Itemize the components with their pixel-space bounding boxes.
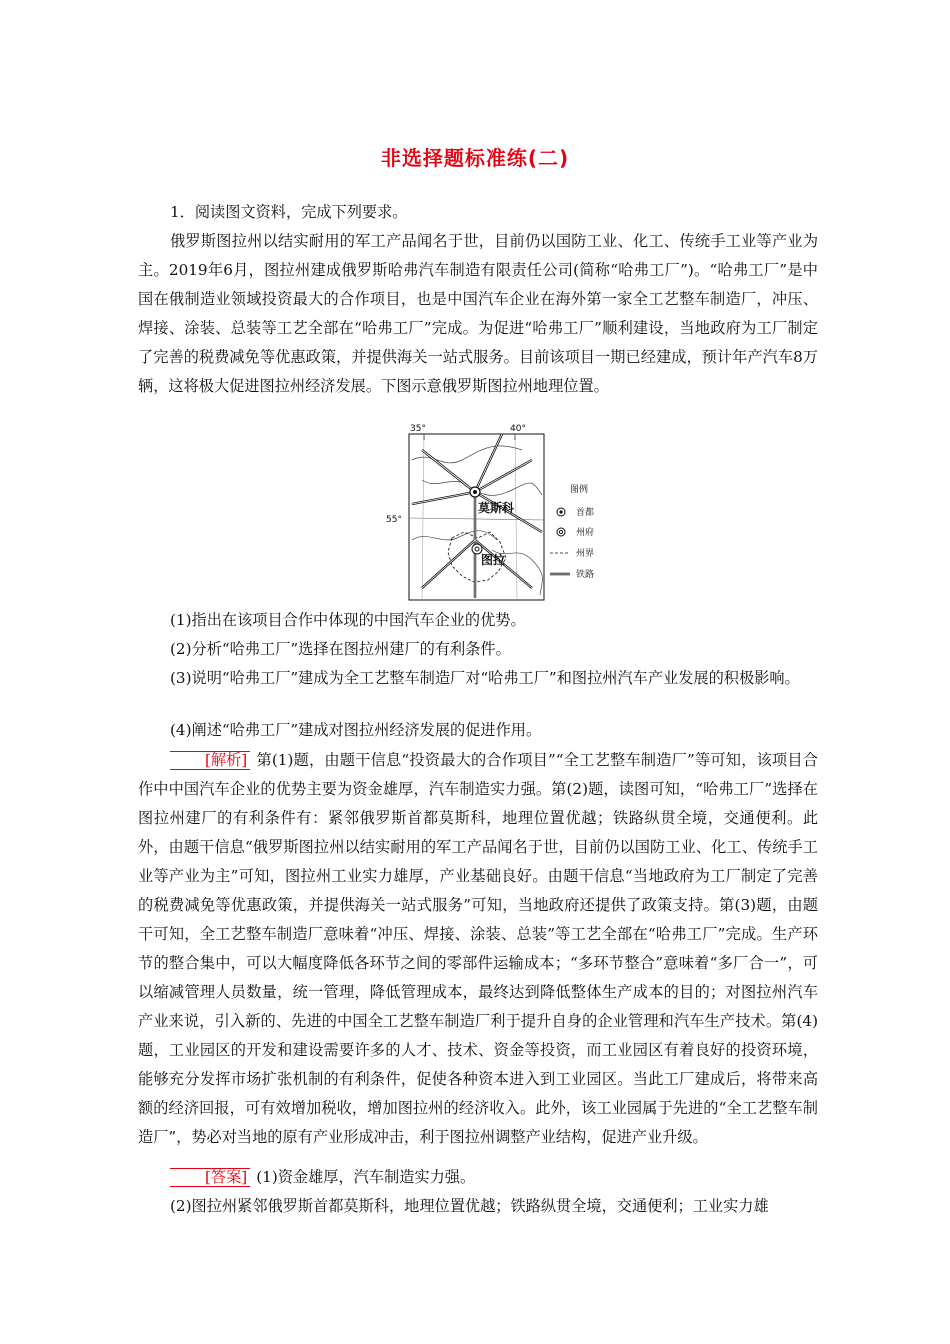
analysis-text: 第(1)题，由题干信息“投资最大的合作项目”“全工艺整车制造厂”等可知，该项目合作中中国汽车企业的优势主要为资金雄厚，汽车制造实力强。第(2)题，读图可知，“哈弗工厂”选择在图拉州建厂的有利条件有：紧邻俄罗斯首都莫斯科，地理位置优越；铁路纵贯全境，交通便利。此外，由题干信息“俄罗斯图拉州以结实耐用的军工产品闻名于世，目前仍以国防工业、化工、传统手工业等产业为主”可知，图拉州工业实力雄厚，产业基础良好。由题干信息“当地政府为工厂制定了完善的税费减免等优惠政策，并提供海关一站式服务”可知，当地政府还提供了政策支持。第(3)题，由题干可知，全工艺整车制造厂意味着“冲压、焊接、涂装、总装”等工艺全部在“哈弗工厂”完成。生产环节的整合集中，可以大幅度降低各环节之间的零部件运输成本；“多环节整合”意味着“多厂合一”，可以缩减管理人员数量，统一管理，降低管理成本，最终达到降低整体生产成本的目的；对图拉州汽车产业来说，引入新的、先进的中国全工艺整车制造厂利于提升自身的企业管理和汽车生产技术。第(4)题，工业园区的开发和建设需要许多的人才、技术、资金等投资，而工业园区有着良好的投资环境，能够充分发挥市场扩张机制的有利条件，促使各种资本进入到工业园区。当此工厂建成后，将带来高额的经济回报，可有效增加税收，增加图拉州的经济收入。此外，该工业园属于先进的“全工艺整车制造厂”，势必对当地的原有产业形成冲击，利于图拉州调整产业结构，促进产业升级。	[138, 751, 818, 1146]
sub-question-4: (4)阐述“哈弗工厂”建成对图拉州经济发展的促进作用。	[170, 721, 542, 739]
tula-location-map	[382, 420, 612, 602]
legend-title: 图例	[570, 485, 589, 495]
legend-capital: 首都	[576, 508, 595, 518]
lat-label-55: 55°	[386, 515, 402, 525]
analysis-tag: [解析]	[170, 751, 250, 770]
page-title: 非选择题标准练(二)	[380, 146, 570, 170]
legend-state-capital: 州府	[576, 528, 595, 538]
answer-line-2: (2)图拉州紧邻俄罗斯首都莫斯科，地理位置优越；铁路纵贯全境，交通便利；工业实力雄	[170, 1197, 769, 1215]
answer-paragraph	[138, 1163, 818, 1192]
map-legend	[550, 483, 594, 580]
sub-question-1: (1)指出在该项目合作中体现的中国汽车企业的优势。	[170, 611, 526, 629]
lon-label-40: 40°	[510, 424, 526, 434]
analysis-paragraph	[138, 746, 818, 1152]
sub-question-2: (2)分析“哈弗工厂”选择在图拉州建厂的有利条件。	[170, 640, 511, 658]
map-frame	[409, 434, 544, 600]
moscow-label: 莫斯科	[478, 501, 515, 515]
sub-question-3: (3)说明“哈弗工厂”建成为全工艺整车制造厂对“哈弗工厂”和图拉州汽车产业发展的积极影响。	[170, 669, 800, 687]
lon-label-35: 35°	[410, 424, 426, 434]
question-intro: 1．阅读图文资料，完成下列要求。	[170, 203, 408, 221]
map-figure	[382, 420, 612, 602]
answer-line-1: (1)资金雄厚，汽车制造实力强。	[256, 1168, 476, 1186]
answer-tag: [答案]	[170, 1168, 250, 1187]
question-passage: 俄罗斯图拉州以结实耐用的军工产品闻名于世，目前仍以国防工业、化工、传统手工业等产业为主。2019年6月，图拉州建成俄罗斯哈弗汽车制造有限责任公司(简称“哈弗工厂”)。“哈弗工厂”是中国在俄制造业领域投资最大的合作项目，也是中国汽车企业在海外第一家全工艺整车制造厂，冲压、焊接、涂装、总装等工艺全部在“哈弗工厂”完成。为促进“哈弗工厂”顺利建设，当地政府为工厂制定了完善的税费减免等优惠政策，并提供海关一站式服务。目前该项目一期已经建成，预计年产汽车8万辆，这将极大促进图拉州经济发展。下图示意俄罗斯图拉州地理位置。	[138, 232, 818, 395]
railways	[412, 434, 542, 598]
legend-border: 州界	[576, 549, 595, 559]
tula-label: 图拉	[481, 553, 506, 567]
legend-railway: 铁路	[576, 570, 595, 580]
